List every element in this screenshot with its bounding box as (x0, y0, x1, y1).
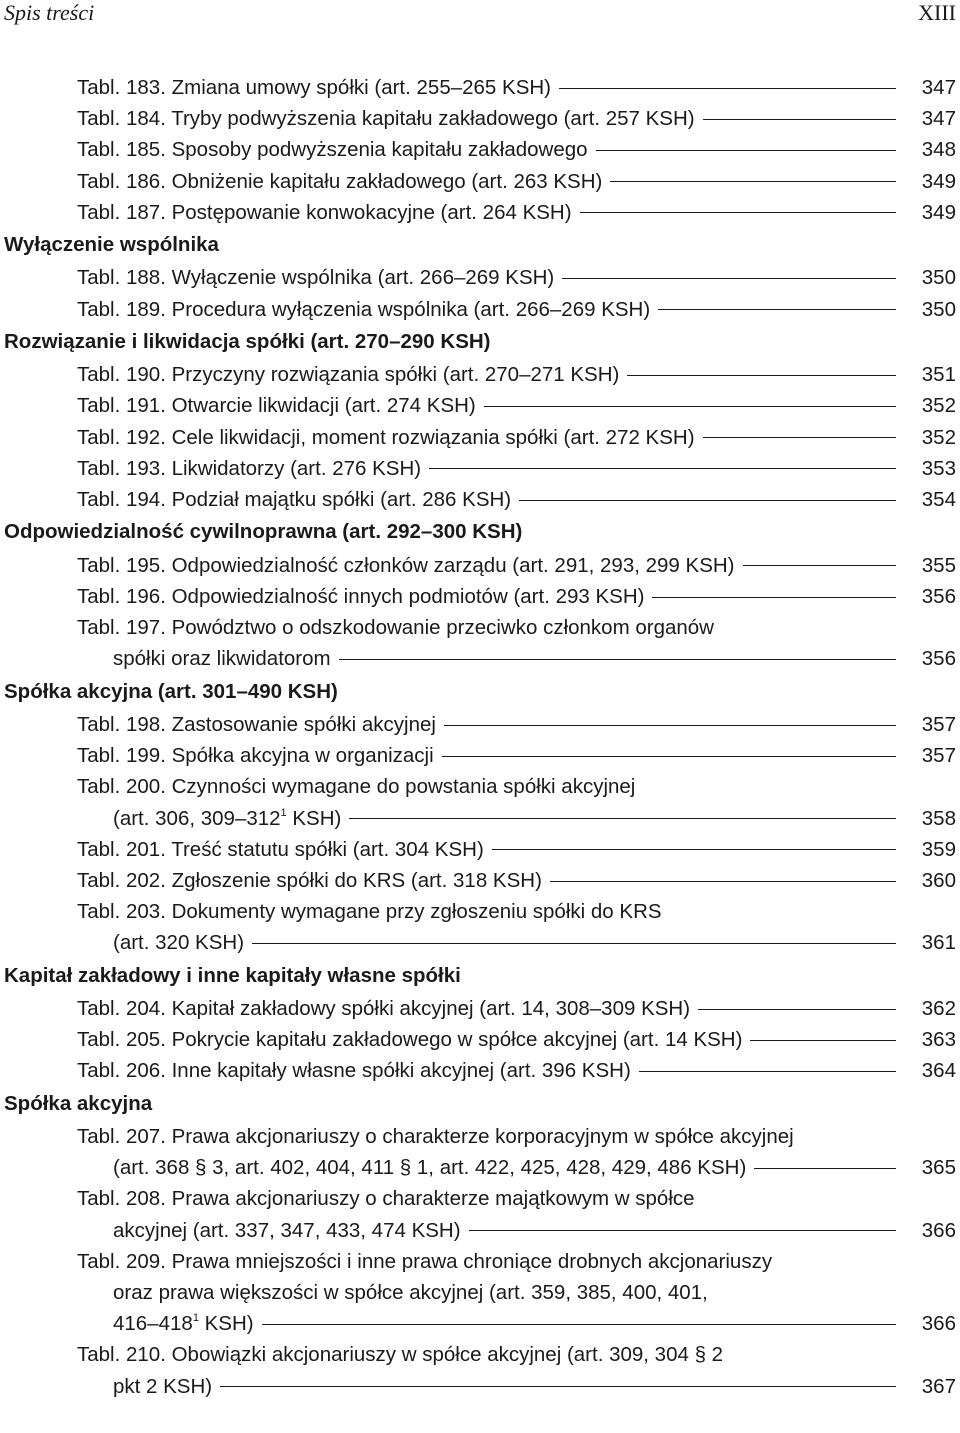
toc-entry-text: Tabl. 201. Treść statutu spółki (art. 304 KSH) (77, 837, 484, 861)
toc-entry-text: (art. 368 § 3, art. 402, 404, 411 § 1, art. 422, 425, 428, 429, 486 KSH) (113, 1156, 747, 1180)
toc-page-number: 359 (921, 837, 956, 861)
toc-entry[interactable] (0, 1246, 960, 1340)
running-title: Spis treści (4, 0, 95, 25)
leader-line (484, 389, 896, 407)
toc-page-number: 361 (921, 931, 956, 955)
toc-entry-text: Tabl. 185. Sposoby podwyższenia kapitału zakładowego (77, 138, 588, 162)
toc-page-number: 356 (921, 647, 956, 671)
toc-page-number: 363 (921, 1028, 956, 1052)
leader-line (703, 102, 896, 120)
leader-line (562, 261, 896, 279)
toc-entry-text: Tabl. 184. Tryby podwyższenia kapitału zakładowego (art. 257 KSH) (77, 107, 695, 131)
toc-page-number: 357 (921, 744, 956, 768)
toc-page-number: 365 (921, 1156, 956, 1180)
toc-entry[interactable] (0, 993, 960, 1024)
toc-entry[interactable] (0, 484, 960, 515)
toc-entry[interactable] (0, 422, 960, 453)
leader-line (750, 1023, 896, 1041)
leader-line (610, 164, 896, 182)
toc-page-number: 355 (921, 553, 956, 577)
toc-entry[interactable] (0, 581, 960, 612)
toc-entry[interactable] (0, 134, 960, 165)
toc-entry[interactable] (0, 197, 960, 228)
section-heading (0, 325, 960, 360)
leader-line (639, 1054, 896, 1072)
leader-line (519, 483, 896, 501)
toc-entry[interactable] (0, 740, 960, 771)
toc-entry[interactable] (0, 294, 960, 325)
toc-entry-text: spółki oraz likwidatorom (113, 647, 331, 671)
leader-line (580, 195, 896, 213)
toc-page-number: 347 (921, 75, 956, 99)
leader-line (469, 1213, 896, 1231)
leader-line (627, 358, 896, 376)
leader-line (754, 1151, 896, 1169)
leader-line (703, 420, 896, 438)
toc-page-number: 360 (921, 868, 956, 892)
leader-line (262, 1307, 896, 1325)
toc-page-number: 366 (921, 1312, 956, 1336)
toc-entry-text: $416-418^1$ KSH) (113, 1312, 254, 1336)
toc-page-number: 366 (921, 1218, 956, 1242)
leader-line (220, 1369, 896, 1387)
toc-entry-text: Tabl. 196. Odpowiedzialność innych podmiotów (art. 293 KSH) (77, 584, 645, 608)
toc-entry-text: Tabl. 191. Otwarcie likwidacji (art. 274 KSH) (77, 394, 476, 418)
toc-entry[interactable] (0, 1121, 960, 1183)
toc-entry-text: Tabl. 207. Prawa akcjonariuszy o charakterze korporacyjnym w spółce akcyjnej (77, 1125, 794, 1149)
toc-entry[interactable] (0, 1024, 960, 1055)
toc-entry-text: Tabl. 186. Obniżenie kapitału zakładowego (art. 263 KSH) (77, 169, 603, 193)
toc-entry-text: Tabl. 209. Prawa mniejszości i inne prawa chroniące drobnych akcjonariuszy (77, 1249, 773, 1273)
leader-line (492, 832, 896, 850)
toc-entry-text: Tabl. 203. Dokumenty wymagane przy zgłoszeniu spółki do KRS (77, 900, 662, 924)
toc-entry-text: Tabl. 190. Przyczyny rozwiązania spółki (art. 270–271 KSH) (77, 363, 620, 387)
section-heading (0, 1087, 960, 1122)
toc-page-number: 357 (921, 712, 956, 736)
leader-line (743, 548, 896, 566)
leader-line (559, 71, 896, 89)
toc-entry[interactable] (0, 834, 960, 865)
toc-entry-text: Tabl. 197. Powództwo o odszkodowanie przeciwko członkom organów (77, 616, 714, 640)
section-heading-text: Kapitał zakładowy i inne kapitały własne spółki (4, 963, 461, 987)
toc-entry-text: Tabl. 188. Wyłączenie wspólnika (art. 266–269 KSH) (77, 266, 555, 290)
toc-entry-text: Tabl. 187. Postępowanie konwokacyjne (art. 264 KSH) (77, 200, 572, 224)
section-heading-text: Spółka akcyjna (4, 1091, 153, 1115)
toc-entry[interactable] (0, 612, 960, 674)
section-heading-text: Spółka akcyjna (art. 301–490 KSH) (4, 679, 338, 703)
toc-page-number: 354 (921, 488, 956, 512)
toc-entry-text: pkt 2 KSH) (113, 1374, 213, 1398)
toc-page-number: 356 (921, 584, 956, 608)
toc-entry-text: (art. 320 KSH) (113, 931, 245, 955)
section-heading (0, 675, 960, 710)
toc-page-number: 364 (921, 1059, 956, 1083)
section-heading-text: Rozwiązanie i likwidacja spółki (art. 270–290 KSH) (4, 329, 491, 353)
toc-entry-text: Tabl. 202. Zgłoszenie spółki do KRS (art. 318 KSH) (77, 868, 542, 892)
section-heading (0, 515, 960, 550)
toc-page-number: 350 (921, 297, 956, 321)
toc-entry[interactable] (0, 359, 960, 390)
toc-page-number: 350 (921, 266, 956, 290)
section-heading-text: Wyłączenie wspólnika (4, 232, 219, 256)
toc-entry[interactable] (0, 896, 960, 958)
leader-line (596, 133, 896, 151)
toc-entry[interactable] (0, 1339, 960, 1401)
leader-line (442, 739, 896, 757)
page-header (0, 0, 960, 40)
toc-page-number: 349 (921, 169, 956, 193)
toc-entry[interactable] (0, 709, 960, 740)
toc-entry-text: Tabl. 189. Procedura wyłączenia wspólnika (art. 266–269 KSH) (77, 297, 651, 321)
toc-entry-text: Tabl. 210. Obowiązki akcjonariuszy w spółce akcyjnej (art. 309, 304 § 2 (77, 1343, 724, 1367)
toc-page-number: 367 (921, 1374, 956, 1398)
toc-page-number: 352 (921, 394, 956, 418)
table-of-contents (0, 72, 960, 1402)
toc-entry[interactable] (0, 550, 960, 581)
leader-line (349, 801, 896, 819)
toc-page-number: 362 (921, 996, 956, 1020)
toc-entry[interactable] (0, 391, 960, 422)
toc-entry[interactable] (0, 865, 960, 896)
section-heading (0, 959, 960, 994)
toc-entry-text: Tabl. 194. Podział majątku spółki (art. 286 KSH) (77, 488, 512, 512)
toc-entry-text: Tabl. 193. Likwidatorzy (art. 276 KSH) (77, 456, 422, 480)
toc-page-number: 352 (921, 425, 956, 449)
toc-entry-text: Tabl. 206. Inne kapitały własne spółki akcyjnej (art. 396 KSH) (77, 1059, 631, 1083)
section-heading-text: Odpowiedzialność cywilnoprawna (art. 292–300 KSH) (4, 520, 523, 544)
toc-entry-text: Tabl. 192. Cele likwidacji, moment rozwiązania spółki (art. 272 KSH) (77, 425, 695, 449)
leader-line (252, 926, 896, 944)
toc-page-number: 348 (921, 138, 956, 162)
toc-entry-text: Tabl. 200. Czynności wymagane do powstania spółki akcyjnej (77, 775, 636, 799)
leader-line (550, 864, 896, 882)
leader-line (339, 642, 896, 660)
toc-entry-text: (art. 306, $309-312^1$ KSH) (113, 806, 342, 830)
leader-line (429, 451, 896, 469)
page-number: XIII (918, 0, 956, 25)
toc-page-number: 347 (921, 107, 956, 131)
toc-entry[interactable] (0, 103, 960, 134)
toc-entry[interactable] (0, 262, 960, 293)
section-heading (0, 228, 960, 263)
toc-entry-text: Tabl. 198. Zastosowanie spółki akcyjnej (77, 712, 436, 736)
toc-entry-text: Tabl. 205. Pokrycie kapitału zakładowego w spółce akcyjnej (art. 14 KSH) (77, 1028, 743, 1052)
toc-entry[interactable] (0, 453, 960, 484)
toc-entry-text: oraz prawa większości w spółce akcyjnej (art. 359, 385, 400, 401, (113, 1280, 708, 1304)
toc-entry[interactable] (0, 72, 960, 103)
toc-entry-text: Tabl. 208. Prawa akcjonariuszy o charakterze majątkowym w spółce (77, 1187, 695, 1211)
leader-line (444, 708, 896, 726)
toc-entry-text: Tabl. 199. Spółka akcyjna w organizacji (77, 744, 434, 768)
toc-page-number: 349 (921, 200, 956, 224)
toc-page-number: 351 (921, 363, 956, 387)
leader-line (658, 292, 896, 310)
toc-page-number: 358 (921, 806, 956, 830)
toc-entry[interactable] (0, 1055, 960, 1086)
toc-entry-text: Tabl. 183. Zmiana umowy spółki (art. 255–265 KSH) (77, 75, 552, 99)
leader-line (652, 580, 896, 598)
toc-entry[interactable] (0, 771, 960, 833)
toc-entry[interactable] (0, 1183, 960, 1245)
leader-line (698, 992, 896, 1010)
toc-entry-text: Tabl. 195. Odpowiedzialność członków zarządu (art. 291, 293, 299 KSH) (77, 553, 735, 577)
toc-page-number: 353 (921, 456, 956, 480)
toc-entry-text: Tabl. 204. Kapitał zakładowy spółki akcyjnej (art. 14, 308–309 KSH) (77, 996, 691, 1020)
toc-entry[interactable] (0, 166, 960, 197)
toc-entry-text: akcyjnej (art. 337, 347, 433, 474 KSH) (113, 1218, 461, 1242)
